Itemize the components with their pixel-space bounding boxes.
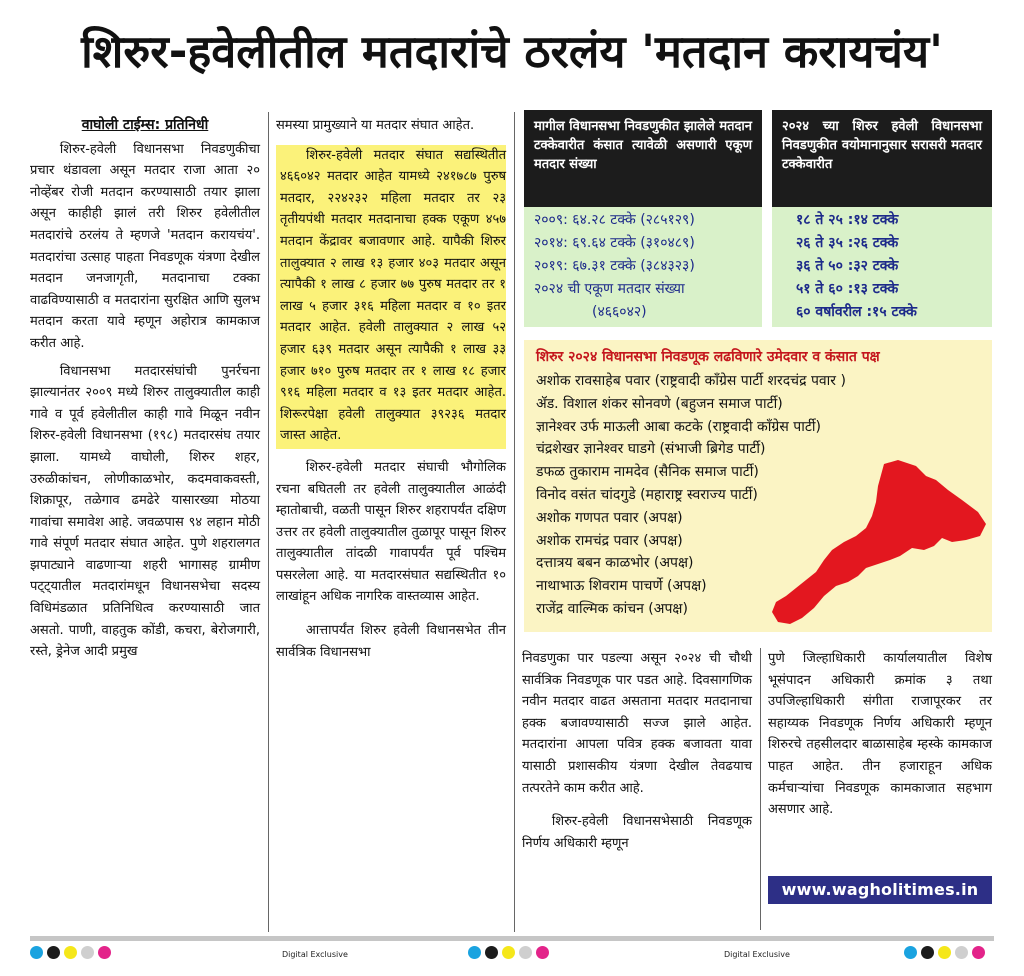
- list-item: २०१९: ६७.३१ टक्के (३८४३२३): [534, 258, 695, 274]
- list-item: नाथाभाऊ शिवराम पाचर्णे (अपक्ष): [536, 578, 707, 595]
- registration-dot: [81, 946, 94, 959]
- byline: वाघोली टाईम्स: प्रतिनिधी: [81, 117, 209, 133]
- list-item: २६ ते ३५ :२६ टक्के: [796, 235, 899, 251]
- list-item: २००९: ६४.२८ टक्के (२८५१२९): [534, 212, 695, 228]
- list-item: अशोक रावसाहेब पवार (राष्ट्रवादी काँग्रेस पार्टी शरदचंद्र पवार ): [536, 373, 846, 389]
- paragraph: शिरुर-हवेली मतदार संघाची भौगोलिक रचना बघितली तर हवेली तालुक्यातील आळंदी म्हातोबाची, वळती पासून शिरुर शहरापर्यंत दक्षिण उत्तर तर हवेली तालुक्यातील तुळापूर पासून शिरुर तालुक्यातील तांदळी गावापर्यंत पूर्व पश्चिम पसरलेला आहे. या मतदारसंघात सद्यस्थितीत १० लाखांहून अधिक नागरिक वास्तव्यास आहेत.: [276, 459, 506, 605]
- footer-bar: [30, 936, 994, 941]
- paragraph: समस्या प्रामुख्याने या मतदार संघात आहेत.: [276, 118, 475, 133]
- column-divider: [268, 112, 269, 932]
- article-column-2: [276, 115, 506, 663]
- list-item: राजेंद्र वाल्मिक कांचन (अपक्ष): [536, 600, 688, 617]
- list-item: ॲड. विशाल शंकर सोनवणे (बहुजन समाज पार्टी): [536, 395, 783, 412]
- registration-dot: [972, 946, 985, 959]
- list-item: ३६ ते ५० :३२ टक्के: [796, 258, 899, 274]
- list-item: डफळ तुकाराम नामदेव (सैनिक समाज पार्टी): [536, 464, 759, 481]
- map-shape: [772, 460, 986, 624]
- highlighted-stats: [276, 145, 506, 449]
- registration-dot: [536, 946, 549, 959]
- paragraph: पुणे जिल्हाधिकारी कार्यालयातील विशेष भूसंपादन अधिकारी क्रमांक ३ तथा उपजिल्हाधिकारी संगीता राजापूरकर तर सहाय्यक निवडणूक निर्णय अधिकारी म्हणून शिरुरचे तहसीलदार बाळासाहेब म्हस्के कामकाज पाहत आहेत. तीन हजाराहून अधिक कर्मचाऱ्यांचा निवडणूक कामकाजात सहभाग असणार आहे.: [768, 651, 992, 818]
- registration-dot: [904, 946, 917, 959]
- color-registration-dots: [904, 946, 985, 959]
- list-item: ६० वर्षावरील :१५ टक्के: [796, 304, 917, 320]
- list-item: २०१४: ६९.६४ टक्के (३१०४८९): [534, 235, 695, 251]
- registration-dot: [938, 946, 951, 959]
- list-item: १८ ते २५ :१४ टक्के: [796, 212, 899, 228]
- footer-label: Digital Exclusive: [282, 950, 348, 959]
- registration-dot: [98, 946, 111, 959]
- registration-dot: [955, 946, 968, 959]
- list-item: चंद्रशेखर ज्ञानेश्वर घाडगे (संभाजी ब्रिगेड पार्टी): [536, 441, 766, 458]
- registration-dot: [485, 946, 498, 959]
- past-elections-list: [524, 207, 762, 327]
- registration-dot: [30, 946, 43, 959]
- past-elections-heading: मागील विधानसभा निवडणुकीत झालेले मतदान टक्केवारीत कंसात त्यावेळी असणारी एकूण मतदार संख्या: [524, 110, 762, 207]
- past-elections-box: [524, 110, 762, 327]
- registration-dot: [502, 946, 515, 959]
- registration-dot: [921, 946, 934, 959]
- paragraph: शिरुर-हवेली विधानसभेसाठी निवडणूक निर्णय अधिकारी म्हणून: [522, 814, 752, 851]
- column-divider: [514, 112, 515, 932]
- website-banner[interactable]: www.wagholitimes.in: [768, 876, 992, 904]
- list-item: २०२४ ची एकूण मतदार संख्या: [534, 281, 685, 297]
- headline: शिरुर-हवेलीतील मतदारांचे ठरलंय 'मतदान करायचंय': [81, 25, 943, 78]
- box-gap: [766, 110, 770, 328]
- list-item: विनोद वसंत चांदगुडे (महाराष्ट्र स्वराज्य पार्टी): [536, 486, 758, 503]
- paragraph: विधानसभा मतदारसंघांची पुनर्रचना झाल्यानंतर २००९ मध्ये शिरुर तालुक्यातील काही गावे व पूर्व हवेलीतील काही गावे मिळून नवीन शिरुर-हवेली विधानसभा (१९८) मतदारसंघ तयार झाला. यामध्ये वाघोली, शिरुर शहर, उरुळीकांचन, लोणीकाळभोर, कदमवाकवस्ती, शिक्रापूर, तळेगाव ढमढेरे यासारख्या मोठया गावांचा समावेश आहे. जवळपास ९४ लहान मोठी गावे संपूर्ण मतदार संघात आहेत. पुणे शहरालगत झपाट्याने वाढणाऱ्या शहरी भागासह ग्रामीण पट्ट्यातील मतदारांमधून विधानसभेचा सदस्य विधिमंडळात प्रतिनिधित्व करण्यासाठी जात असतो. पाणी, वाहतुक कोंडी, कचरा, बेरोजगारी, रस्ते, ड्रेनेज आदी प्रमुख: [30, 363, 260, 660]
- list-item: अशोक रामचंद्र पवार (अपक्ष): [536, 532, 683, 549]
- registration-dot: [47, 946, 60, 959]
- list-item: दत्तात्रय बबन काळभोर (अपक्ष): [536, 555, 694, 572]
- color-registration-dots: [468, 946, 549, 959]
- registration-dot: [519, 946, 532, 959]
- column-divider: [760, 648, 761, 930]
- list-item: ज्ञानेश्वर उर्फ माऊली आबा कटके (राष्ट्रवादी कॉंग्रेस पार्टी): [536, 418, 821, 435]
- article-column-3: [522, 648, 752, 854]
- article-column-4: [768, 648, 992, 821]
- list-item: ५१ ते ६० :१३ टक्के: [796, 281, 899, 297]
- paragraph: शिरुर-हवेली विधानसभा निवडणुकीचा प्रचार थंडावला असून मतदार राजा आता २० नोव्हेंबर रोजी मतदान करण्यासाठी तयार झाला असून काहीही झालं तरी शिरुर हवेलीतील मतदारांचे ठरलंय ते म्हणजे 'मतदान करायचंय'. मतदारांचा उत्साह पाहता निवडणूक यंत्रणा देखील मतदान जनजागृती, मतदानाचा टक्का वाढविण्यासाठी व मतदारांना सुरक्षित आणि सुलभ मतदान करता यावे म्हणून अहोरात्र कामकाज करीत आहे.: [30, 141, 260, 351]
- article-column-1: [30, 115, 260, 663]
- constituency-map: [766, 456, 988, 628]
- candidates-title: शिरुर २०२४ विधानसभा निवडणूक लढविणारे उमेदवार व कंसात पक्ष: [536, 349, 880, 365]
- age-group-box: [772, 110, 992, 327]
- paragraph: शिरुर-हवेली मतदार संघात सद्यस्थितीत ४६६०४२ मतदार आहेत यामध्ये २४१७८७ पुरुष मतदार, २२४२३२ महिला मतदार तर २३ तृतीयपंथी मतदार मतदानाचा हक्क एकूण ४५७ मतदान केंद्रावर बजावणार आहे. यापैकी शिरुर तालुक्यात २ लाख १३ हजार ४०३ मतदार असून त्यापैकी १ लाख ८ हजार ७७ पुरुष मतदार तर १ लाख ५ हजार ३१६ महिला मतदार व १० इतर मतदार आहेत. हवेली तालुक्यात २ लाख ५२ हजार ६३९ मतदार असून त्यापैकी १ लाख ३३ हजार ७१० पुरुष मतदार तर १ लाख १८ हजार ९१६ महिला मतदार व १३ इतर मतदार आहेत. शिरूरपेक्षा हवेली तालुक्यात ३९२३६ मतदार जास्त आहेत.: [280, 147, 506, 444]
- registration-dot: [64, 946, 77, 959]
- paragraph: आत्तापर्यंत शिरुर हवेली विधानसभेत तीन सार्वत्रिक विधानसभा: [276, 623, 506, 660]
- list-item: (४६६०४२): [592, 304, 647, 320]
- registration-dot: [468, 946, 481, 959]
- footer-label: Digital Exclusive: [724, 950, 790, 959]
- paragraph: निवडणुका पार पडल्या असून २०२४ ची चौथी सार्वत्रिक निवडणूक पार पडत आहे. दिवसागणिक नवीन मतदार वाढत असताना मतदार मतदानाचा हक्क बजावण्यासाठी सज्ज झाले आहेत. मतदारांना आपला पवित्र हक्क बजावता यावा यासाठी प्रशासकीय यंत्रणा देखील तेवढयाच तत्परतेने काम करीत आहे.: [522, 651, 752, 796]
- age-group-heading: २०२४ च्या शिरुर हवेली विधानसभा निवडणुकीत वयोमानानुसार सरासरी मतदार टक्केवारीत: [772, 110, 992, 207]
- color-registration-dots: [30, 946, 111, 959]
- age-group-list: [772, 207, 992, 327]
- list-item: अशोक गणपत पवार (अपक्ष): [536, 509, 683, 526]
